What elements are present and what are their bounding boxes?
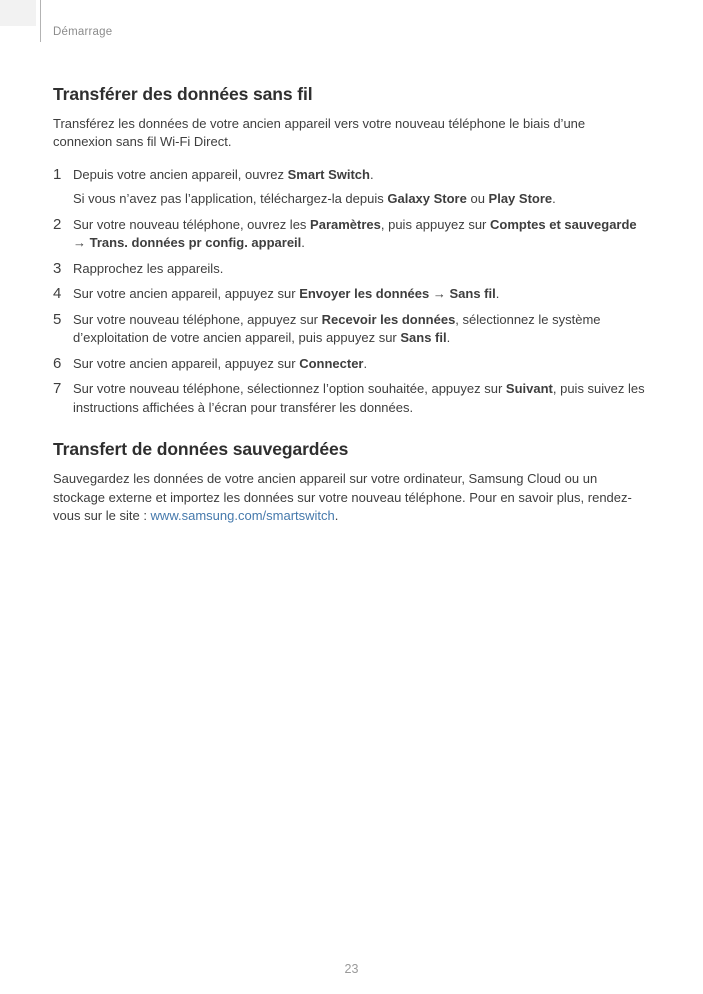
text-run: , puis appuyez sur <box>380 216 490 232</box>
text-run: . <box>334 508 339 523</box>
section-title-backup: Transfert de données sauvegardées <box>53 439 349 460</box>
bold-text-run: → <box>73 235 90 251</box>
bold-text-run: Comptes et sauvegarde <box>490 216 637 232</box>
step-number: 5 <box>53 310 62 328</box>
bold-text-run: Sans fil <box>400 330 447 346</box>
text-run: . <box>301 235 305 251</box>
smartswitch-link[interactable]: www.samsung.com/smartswitch <box>150 508 335 523</box>
step-item <box>53 260 647 279</box>
page-number: 23 <box>344 962 359 976</box>
step-item <box>53 216 647 253</box>
text-run: Sauvegardez les données de votre ancien appareil sur votre ordinateur, Samsung Cloud ou un stockage externe et importez les données sur votre nouveau téléphone. Pour en savoir plus, rendez-vous sur le site : <box>53 471 632 523</box>
bold-text-run: Recevoir les données <box>321 311 456 327</box>
step-line <box>73 260 647 279</box>
step-number: 7 <box>53 380 62 398</box>
step-number: 3 <box>53 259 62 277</box>
text-run: Depuis votre ancien appareil, ouvrez <box>73 166 288 182</box>
step-item <box>53 355 647 374</box>
bold-text-run: Galaxy Store <box>387 191 467 207</box>
bold-text-run: Paramètres <box>310 216 381 232</box>
header-rule <box>40 0 41 42</box>
step-number: 1 <box>53 165 62 183</box>
step-text <box>73 380 647 417</box>
step-line <box>73 311 647 348</box>
text-run: . <box>552 191 556 207</box>
bold-text-run: Connecter <box>299 355 364 371</box>
bold-text-run: Trans. données pr config. appareil <box>89 235 302 251</box>
text-run: Sur votre nouveau téléphone, sélectionnez l’option souhaitée, appuyez sur <box>73 381 506 397</box>
section-backup-transfer <box>53 438 647 525</box>
step-item <box>53 380 647 417</box>
section-title-wireless: Transférer des données sans fil <box>53 84 313 104</box>
page-corner-shade <box>0 0 36 26</box>
step-line <box>73 285 647 304</box>
breadcrumb: Démarrage <box>53 26 113 38</box>
bold-text-run: Envoyer les données <box>299 286 430 302</box>
step-text <box>73 216 647 253</box>
text-run: Sur votre nouveau téléphone, appuyez sur <box>73 311 322 327</box>
step-line <box>73 166 647 185</box>
text-run: Rapprochez les appareils. <box>73 260 224 276</box>
page-footer <box>0 960 703 978</box>
page-content <box>0 83 703 526</box>
bold-text-run: Sans fil <box>449 286 496 302</box>
text-run: , puis suivez les instructions affichées à l’écran pour transférer les données. <box>73 381 645 415</box>
text-run: ou <box>466 191 489 207</box>
text-run: . <box>446 330 451 346</box>
text-run: Sur votre ancien appareil, appuyez sur <box>73 355 300 371</box>
bold-text-run: Suivant <box>505 381 553 397</box>
section-intro-wireless: Transférez les données de votre ancien appareil vers votre nouveau téléphone le biais d’une connexion sans fil Wi-Fi Direct. <box>53 115 586 150</box>
bold-text-run: Smart Switch <box>287 166 370 182</box>
bold-text-run: Play Store <box>488 191 553 207</box>
text-run: , sélectionnez le système d’exploitation de votre ancien appareil, puis appuyez sur <box>73 311 601 346</box>
text-run: Sur votre ancien appareil, appuyez sur <box>73 286 300 302</box>
step-number: 6 <box>53 354 62 372</box>
step-text <box>73 311 647 348</box>
step-number: 4 <box>53 285 62 303</box>
step-text <box>73 166 647 209</box>
step-list <box>53 166 647 418</box>
step-number: 2 <box>53 215 62 233</box>
step-line <box>73 216 647 253</box>
step-line <box>73 355 647 374</box>
section-body-backup <box>53 470 647 526</box>
step-line <box>73 380 647 417</box>
text-run: . <box>363 355 368 371</box>
step-item <box>53 311 647 348</box>
text-run: Si vous n’avez pas l’application, téléchargez-la depuis <box>73 191 388 207</box>
step-subtext <box>73 190 647 209</box>
text-run: . <box>495 286 500 302</box>
section-wireless-transfer <box>53 83 647 417</box>
step-text <box>73 260 647 279</box>
step-item <box>53 166 647 209</box>
text-run: . <box>369 166 374 182</box>
bold-text-run: → <box>429 286 450 302</box>
text-run: Sur votre nouveau téléphone, ouvrez les <box>73 216 311 232</box>
step-text <box>73 285 647 304</box>
step-item <box>53 285 647 304</box>
step-text <box>73 355 647 374</box>
